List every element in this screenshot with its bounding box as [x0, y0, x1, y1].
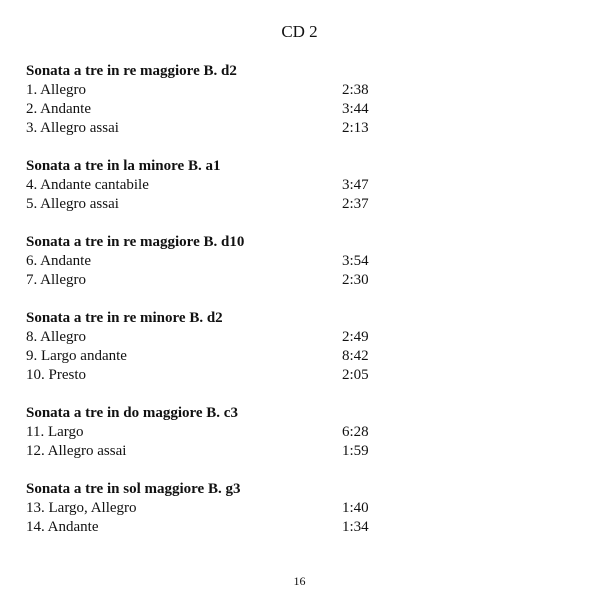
track-name: 6. Andante	[26, 253, 91, 269]
track-name: 4. Andante cantabile	[26, 177, 149, 193]
track-duration: 3:44	[342, 101, 369, 117]
track-row	[26, 518, 386, 537]
work-section	[26, 157, 386, 214]
track-row	[26, 328, 386, 347]
work-title: Sonata a tre in sol maggiore B. g3	[26, 481, 241, 497]
track-row	[26, 252, 386, 271]
track-row	[26, 499, 386, 518]
work-title: Sonata a tre in re maggiore B. d10	[26, 234, 245, 250]
track-name: 9. Largo andante	[26, 348, 127, 364]
cd-title: CD 2	[281, 22, 318, 41]
track-duration: 1:34	[342, 519, 369, 535]
track-name: 3. Allegro assai	[26, 120, 119, 136]
track-duration: 3:47	[342, 177, 369, 193]
track-row	[26, 423, 386, 442]
track-name: 10. Presto	[26, 367, 86, 383]
track-row	[26, 81, 386, 100]
track-duration: 2:38	[342, 82, 369, 98]
work-section	[26, 233, 386, 290]
work-section	[26, 309, 386, 385]
track-row	[26, 195, 386, 214]
track-name: 2. Andante	[26, 101, 91, 117]
track-name: 11. Largo	[26, 424, 84, 440]
track-duration: 1:40	[342, 500, 369, 516]
work-section	[26, 404, 386, 461]
track-name: 5. Allegro assai	[26, 196, 119, 212]
track-duration: 2:37	[342, 196, 369, 212]
track-name: 12. Allegro assai	[26, 443, 127, 459]
work-section	[26, 62, 386, 138]
track-duration: 8:42	[342, 348, 369, 364]
track-name: 1. Allegro	[26, 82, 86, 98]
track-duration: 3:54	[342, 253, 369, 269]
track-row	[26, 119, 386, 138]
track-row	[26, 176, 386, 195]
track-row	[26, 347, 386, 366]
track-name: 8. Allegro	[26, 329, 86, 345]
track-duration: 2:05	[342, 367, 369, 383]
track-row	[26, 442, 386, 461]
track-name: 7. Allegro	[26, 272, 86, 288]
track-listing	[26, 62, 386, 556]
track-duration: 2:49	[342, 329, 369, 345]
page-number: 16	[293, 574, 306, 588]
track-duration: 1:59	[342, 443, 369, 459]
track-duration: 2:13	[342, 120, 369, 136]
track-row	[26, 271, 386, 290]
work-title: Sonata a tre in re maggiore B. d2	[26, 63, 237, 79]
work-title: Sonata a tre in la minore B. a1	[26, 158, 221, 174]
track-duration: 6:28	[342, 424, 369, 440]
work-title: Sonata a tre in do maggiore B. c3	[26, 405, 238, 421]
track-row	[26, 100, 386, 119]
track-name: 14. Andante	[26, 519, 99, 535]
track-name: 13. Largo, Allegro	[26, 500, 137, 516]
work-title: Sonata a tre in re minore B. d2	[26, 310, 223, 326]
work-section	[26, 480, 386, 537]
track-row	[26, 366, 386, 385]
track-duration: 2:30	[342, 272, 369, 288]
